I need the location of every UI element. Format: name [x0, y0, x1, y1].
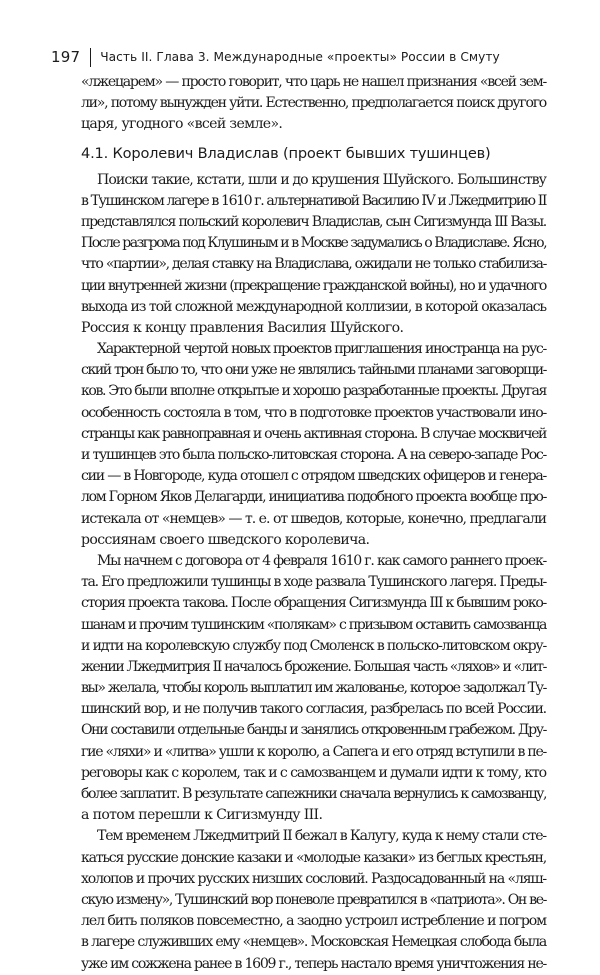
text-line: холопов и прочих русских низших сословий. Раздосадованный на «ляш-	[81, 870, 546, 887]
text-line: представлялся польский королевич Владислав, сын Сигизмунда III Вазы.	[81, 213, 546, 230]
text-line: и идти на королевскую службу под Смоленск в польско-литовском окру-	[81, 637, 546, 654]
paragraph	[81, 170, 546, 340]
text-line: Поиски такие, кстати, шли и до крушения Шуйского. Большинству	[97, 171, 546, 188]
text-line: странцы как равноправная и очень активная сторона. В случае москвичей	[81, 425, 546, 442]
header-divider	[90, 48, 91, 67]
text-line: каться русские донские казаки и «молодые казаки» из беглых крестьян,	[81, 849, 546, 866]
text-line: «лжецарем» — просто говорит, что царь не нашел признания «всей зем-	[81, 74, 546, 90]
paragraph	[81, 551, 546, 826]
text-line: лел бить поляков повсеместно, а заодно устроил истребление и погром	[81, 913, 546, 930]
text-line: шинский вор, и не получив такого согласия, разбрелась по всей России.	[81, 701, 546, 718]
text-line: Они составили отдельные банды и занялись откровенным грабежом. Дру-	[81, 722, 546, 739]
text-line: истекала от «немцев» — т. е. от шведов, которые, конечно, предлагали	[81, 510, 546, 527]
paragraph	[81, 339, 546, 551]
text-line: в Тушинском лагере в 1610 г. альтернативой Василию IV и Лжедмитрию II	[81, 192, 546, 209]
text-line: что «партии», делая ставку на Владислава, ожидали не только стабилиза-	[81, 256, 546, 273]
text-line: шанам и прочим тушинским «полякам» с призывом оставить самозванца	[81, 616, 546, 633]
running-title: Часть II. Глава 3. Международные «проекты» России в Смуту	[100, 50, 500, 64]
text-line: реговоры как с королем, так и с самозванцем и думали идти к тому, кто	[81, 764, 546, 781]
paragraph	[81, 826, 546, 974]
text-line: царя, угодного «всей земле».	[81, 116, 283, 133]
text-line: а потом перешли к Сигизмунду III.	[81, 807, 323, 824]
text-line: ков. Это были вполне открытые и хорошо разработанные проекты. Другая	[81, 383, 546, 400]
text-line: гие «ляхи» и «литва» ушли к королю, а Сапега и его отряд вступили в пе-	[81, 743, 546, 760]
text-line: особенность состояла в том, что в подготовке проектов участвовали ино-	[81, 404, 546, 421]
text-line: выхода из той сложной международной коллизии, в которой оказалась	[81, 298, 546, 315]
text-line: Мы начнем с договора от 4 февраля 1610 г. как самого раннего проек-	[97, 552, 546, 569]
text-line: сии — в Новгороде, куда отошел с отрядом шведских офицеров и генера-	[81, 468, 546, 485]
text-line: Характерной чертой новых проектов приглашения иностранца на рус-	[97, 341, 546, 358]
text-line: ли», потому вынужден уйти. Естественно, предполагается поиск другого	[81, 95, 546, 112]
text-line: стория проекта такова. После обращения Сигизмунда III к бывшим роко-	[81, 595, 546, 612]
text-line: в лагере служивших ему «немцев». Московская Немецкая слобода была	[81, 934, 546, 951]
text-line: После разгрома под Клушиным и в Москве задумались о Владиславе. Ясно,	[81, 235, 546, 252]
intro-paragraph	[81, 72, 546, 136]
running-header	[51, 46, 500, 68]
text-line: более заплатит. В результате сапежники сначала вернулись к самозванцу,	[81, 786, 546, 802]
text-line: Тем временем Лжедмитрий II бежал в Калугу, куда к нему стали сте-	[97, 828, 546, 845]
text-line: вы» желала, чтобы король выплатил им жалованье, которое задолжал Ту-	[81, 680, 546, 697]
text-line: ский трон было то, что они уже не являлись тайными планами заговорщи-	[81, 362, 546, 379]
text-line: скую измену», Тушинский вор поневоле превратился в «патриота». Он ве-	[81, 891, 546, 908]
text-line: та. Его предложили тушинцы в ходе развала Тушинского лагеря. Преды-	[81, 574, 546, 591]
page-number: 197	[51, 48, 81, 66]
text-line: россиянам своего шведского королевича.	[81, 531, 370, 548]
text-line: лом Горном Яков Делагарди, инициатива подобного проекта вообще про-	[81, 489, 546, 506]
text-line: жении Лжедмитрия II началось брожение. Большая часть «ляхов» и «лит-	[81, 658, 546, 675]
text-line: Россия к концу правления Василия Шуйского.	[81, 319, 404, 336]
text-line: и тушинцев это была польско-литовская сторона. А на северо-западе Рос-	[81, 447, 546, 463]
text-line: уже им сожжена ранее в 1609 г., теперь настало время уничтожения не-	[81, 955, 546, 972]
body-text	[81, 72, 546, 975]
section-heading: 4.1. Королевич Владислав (проект бывших тушинцев)	[81, 144, 491, 162]
text-line: ции внутренней жизни (прекращение гражданской войны), но и удачного	[81, 277, 546, 294]
